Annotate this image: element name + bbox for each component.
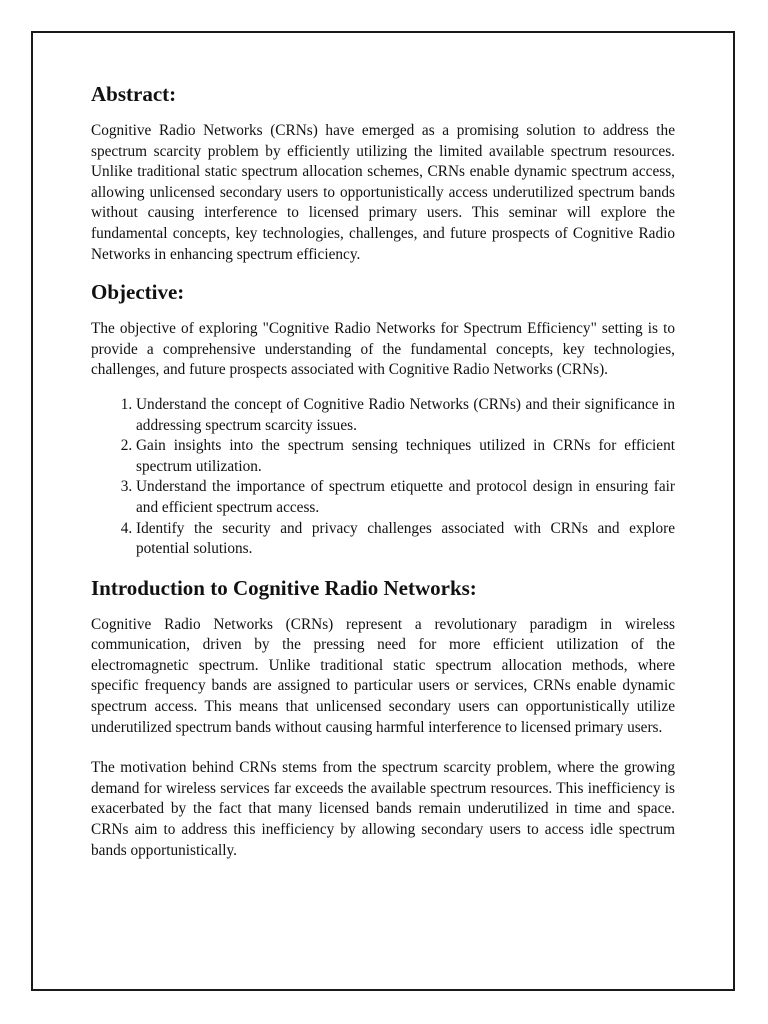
objective-list-item: 3. Understand the importance of spectrum etiquette and protocol design in ensuring fair and efficient spectrum access. (136, 477, 675, 518)
abstract-paragraph: Cognitive Radio Networks (CRNs) have emerged as a promising solution to address the spectrum scarcity problem by efficiently utilizing the limited available spectrum resources. Unlike traditional static spectrum allocation schemes, CRNs enable dynamic spectrum access, allowing unlicensed secondary users to opportunistically access underutilized spectrum bands without causing interference to licensed primary users. This seminar will explore the fundamental concepts, key technologies, challenges, and future prospects of Cognitive Radio Networks in enhancing spectrum efficiency. (91, 122, 675, 263)
objective-list-item: 1. Understand the concept of Cognitive Radio Networks (CRNs) and their significance in addressing spectrum scarcity issues. (136, 395, 675, 436)
document-page (31, 31, 735, 991)
objective-heading: Objective: (91, 280, 185, 305)
objective-paragraph: The objective of exploring "Cognitive Radio Networks for Spectrum Efficiency" setting is to provide a comprehensive understanding of the fundamental concepts, key technologies, challenges, and future prospects associated with Cognitive Radio Networks (CRNs). (91, 320, 675, 379)
page-content (91, 81, 675, 861)
objective-list-item: 2. Gain insights into the spectrum sensing techniques utilized in CRNs for efficient spectrum utilization. (136, 436, 675, 477)
abstract-section (91, 81, 675, 265)
abstract-heading: Abstract: (91, 82, 177, 106)
objective-list-item: 4. Identify the security and privacy challenges associated with CRNs and explore potential solutions. (136, 519, 675, 560)
introduction-paragraph: The motivation behind CRNs stems from the spectrum scarcity problem, where the growing demand for wireless services far exceeds the available spectrum resources. This inefficiency is exacerbated by the fact that many licensed bands remain underutilized in time and space. CRNs aim to address this inefficiency by allowing secondary users to access idle spectrum bands opportunistically. (91, 759, 675, 859)
introduction-heading: Introduction to Cognitive Radio Networks: (91, 575, 477, 600)
objective-section (91, 279, 675, 560)
objective-list (91, 395, 675, 560)
introduction-section (91, 575, 675, 862)
introduction-paragraph: Cognitive Radio Networks (CRNs) represent a revolutionary paradigm in wireless communication, driven by the pressing need for more efficient utilization of the electromagnetic spectrum. Unlike traditional static spectrum allocation methods, where specific frequency bands are assigned to particular users or services, CRNs enable dynamic spectrum access. This means that unlicensed secondary users can opportunistically utilize underutilized spectrum bands without causing harmful interference to licensed primary users. (91, 615, 675, 736)
